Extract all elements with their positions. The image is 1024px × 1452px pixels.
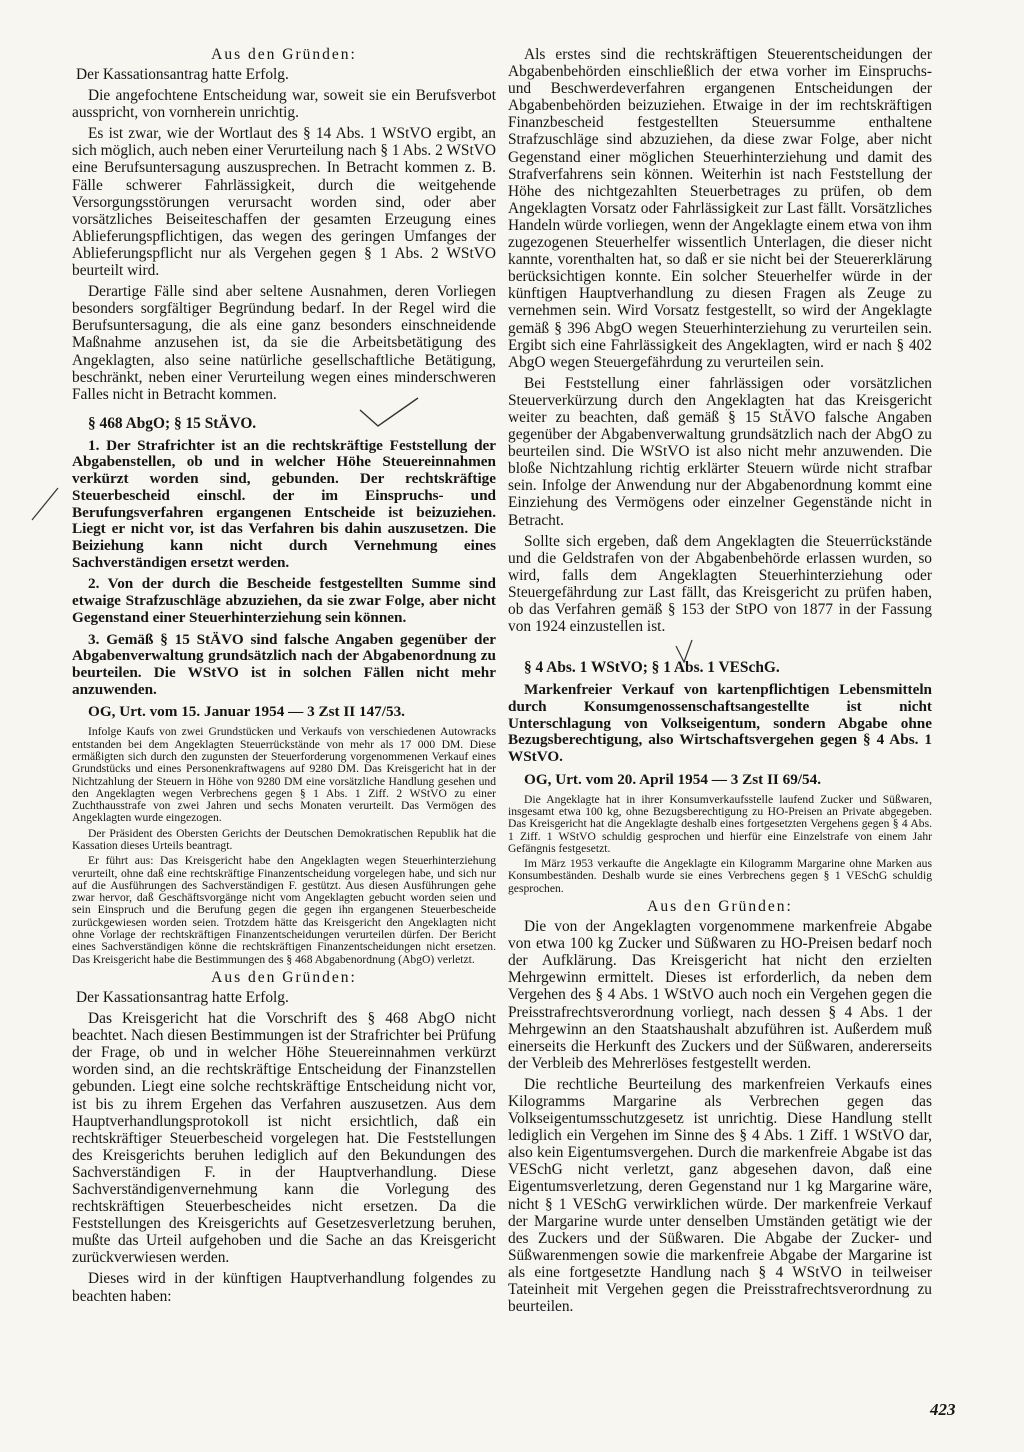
paragraph: Es ist zwar, wie der Wortlaut des § 14 Abs. 1 WStVO ergibt, an sich möglich, auch neben einer Verurteilung nach § 1 Abs. 2 WStVO eine Berufsuntersagung auszusprechen. In Betracht kommen z. B. Fälle schwerer Fahrlässigkeit, durch die weitgehende Versorgungsstörungen verursacht worden sind, oder aber vorsätzliches Beiseiteschaffen der gesamten Erzeugung eines Ablieferungspflichtigen, das wegen des geringen Umfanges der Ablieferungspflicht nur als Vergehen gegen § 1 Abs. 2 WStVO beurteilt wird. <box>72 125 496 280</box>
case-summary: Er führt aus: Das Kreisgericht habe den Angeklagten wegen Steuerhinterziehung verurteilt, ohne daß eine rechtskräftige Finanzentscheidung vorgelegen habe, und sich nur auf die Ausführungen des Sachverständigen F. gestützt. Aus diesen Ausführungen gehe zwar hervor, daß Geschäftsvorgänge nicht vom Angeklagten gebucht worden seien und sein Einspruch und die Berufung gegen die gegen ihn ergangenen Steuerbescheide zurückgewiesen worden seien. Trotzdem hätte das Kreisgericht den Angeklagten nicht ohne Vorlage der rechtskräftigen Finanzentscheidungen verurteilen dürfen. Der Bericht eines Sachverständigen könne die rechtskräftigen Finanzentscheidungen nicht ersetzen. Das Kreisgericht habe die Bestimmungen des § 468 Abgabenordnung (AbgO) verletzt. <box>72 854 496 966</box>
paragraph: Bei Feststellung einer fahrlässigen oder vorsätzlichen Steuerverkürzung durch den Angeklagten hat das Kreisgericht weiter zu beachten, daß gemäß § 15 StÄVO falsche Angaben gegenüber der Abgabenverwaltung grundsätzlich nach der AbgO zu beurteilen sind. Die WStVO ist also nicht mehr anzuwenden. Die bloße Nichtzahlung richtig erklärter Steuern würde nicht strafbar sein. Infolge der Anwendung nur der Abgabenordnung kommt eine Einziehung des Vermögens oder einzelner Gegenstände nicht in Betracht. <box>508 374 932 529</box>
court-citation: OG, Urt. vom 20. April 1954 — 3 Zst II 69/54. <box>524 770 822 788</box>
case-summary: Der Präsident des Obersten Gerichts der Deutschen Demokratischen Republik hat die Kassation dieses Urteils beantragt. <box>72 826 496 852</box>
section-heading: Aus den Gründen: <box>211 46 357 63</box>
right-column <box>508 46 932 1319</box>
headnote: 2. Von der durch die Bescheide festgestellten Summe sind etwaige Strafzuschläge abzuziehen, da sie zwar Folge, aber nicht Gegenstand einer Steuerhinterziehung sein können. <box>72 575 496 626</box>
paragraph: Die von der Angeklagten vorgenommene markenfreie Abgabe von etwa 100 kg Zucker und Süßwaren zu HO-Preisen bedarf noch der Aufklärung. Das Kreisgericht hat nicht den erzielten Mehrgewinn ermittelt. Dieses ist erforderlich, da neben dem Vergehen des § 4 Abs. 1 WStVO auch noch ein Vergehen gegen die Preisstrafrechtsverordnung vorliegt, nach dessen § 4 Abs. 1 der Mehrgewinn an den Staatshaushalt abzuführen ist. Außerdem muß einerseits die Herkunft des Zuckers und der Süßwaren, andererseits der Verbleib des Mehrerlöses festgestellt werden. <box>508 918 932 1072</box>
page-number: 423 <box>930 1400 956 1419</box>
section-heading: Aus den Gründen: <box>211 968 357 986</box>
headnote: Markenfreier Verkauf von kartenpflichtigen Lebensmitteln durch Konsumgenossenschaftsangestellte ist nicht Unterschlagung von Volkseigentum, sondern Abgabe ohne Bezugsberechtigung, also Wirtschaftsvergehen gegen § 4 Abs. 1 WStVO. <box>508 681 932 765</box>
paragraph: Das Kreisgericht hat die Vorschrift des § 468 AbgO nicht beachtet. Nach diesen Bestimmungen ist der Strafrichter bei Prüfung der Frage, ob und in welcher Höhe Steuereinnahmen verkürzt worden sind, an die rechtskräftige Entscheidung der Finanzstellen gebunden. Liegt eine solche rechtskräftige Entscheidung nicht vor, ist bis zu ihrem Ergehen das Verfahren auszusetzen. Aus dem Hauptverhandlungsprotokoll ist nicht ersichtlich, daß ein rechtskräftiger Steuerbescheid vorgelegen hat. Die Feststellungen des Kreisgerichts beruhen lediglich auf den Bekundungen des Sachverständigen F. in der Hauptverhandlung. Diese Sachverständigenvernehmung kann die Vorlegung des rechtskräftigen Steuerbescheides nicht ersetzen. Da die Feststellungen des Kreisgerichts auf Gesetzesverletzung beruhen, mußte das Urteil aufgehoben und die Sache an das Kreisgericht zurückverwiesen werden. <box>72 1010 496 1267</box>
court-citation: OG, Urt. vom 15. Januar 1954 — 3 Zst II 147/53. <box>88 703 405 721</box>
headnote: 1. Der Strafrichter ist an die rechtskräftige Feststellung der Abgabenstellen, ob und in welcher Höhe Steuereinnahmen verkürzt worden sind, gebunden. Der rechtskräftige Steuerbescheid einschl. der im Einspruchs- und Berufungsverfahren ergangenen Entscheide ist beizuziehen. Liegt er nicht vor, ist das Verfahren bis dahin auszusetzen. Die Beiziehung kann nicht durch Vernehmung eines Sachverständigen ersetzt werden. <box>72 436 496 571</box>
pen-stroke-mark <box>32 488 58 520</box>
left-column <box>72 46 496 1309</box>
paragraph: Die rechtliche Beurteilung des markenfreien Verkaufs eines Kilogramms Margarine als Verbrechen gegen das Volkseigentumsschutzgesetz ist unrichtig. Diese Handlung stellt lediglich ein Vergehen im Sinne des § 4 Abs. 1 Ziff. 1 WStVO dar, also kein Eigentumsvergehen. Durch die markenfreie Abgabe ist das VESchG nicht verletzt, ganz abgesehen davon, daß eine Eigentumsverletzung, deren Gegenstand nur 1 kg Margarine wäre, nicht § 1 VESchG verwirklichen würde. Der markenfreie Verkauf der Margarine wurde unter denselben Umständen getätigt wie der des Zuckers und der Süßwaren. Die Abgabe der Zucker- und Süßwarenmengen sowie die markenfreie Abgabe der Margarine ist als eine fortgesetzte Handlung nach § 4 WStVO in teilweiser Tateinheit mit Vergehen gegen die Preisstrafrechtsverordnung zu beurteilen. <box>508 1075 932 1316</box>
case-summary: Infolge Kaufs von zwei Grundstücken und Verkaufs von verschiedenen Autowracks entstanden bei dem Angeklagten Steuerrückstände von mehr als 17 000 DM. Diese ermäßigten sich durch den zugunsten der Steuerforderung vorgenommenen Verkauf eines Grundstücks und eines Personenkraftwagens auf 9280 DM. Das Kreisgericht hat in der Nichtzahlung der Steuern in Höhe von 9280 DM eine vorsätzliche Handlung gesehen und den Angeklagten wegen Verbrechens gegen § 1 Abs. 1 Ziff. 2 WStVO zu einer Zuchthausstrafe von zwei Jahren und sechs Monaten verurteilt. Das Vermögen des Angeklagten wurde eingezogen. <box>72 725 496 825</box>
legal-reference: § 4 Abs. 1 WStVO; § 1 Abs. 1 VESchG. <box>524 659 780 677</box>
paragraph: Dieses wird in der künftigen Hauptverhandlung folgendes zu beachten haben: <box>72 1270 496 1305</box>
case-summary: Im März 1953 verkaufte die Angeklagte ein Kilogramm Margarine ohne Marken aus Konsumbeständen. Deshalb wurde sie eines Verbrechens gegen § 1 VESchG schuldig gesprochen. <box>508 857 932 895</box>
paragraph: Als erstes sind die rechtskräftigen Steuerentscheidungen der Abgabenbehörden einschließlich der etwa vorher im Einspruchs- und Beschwerdeverfahren ergangenen Entscheidungen der Abgabenbehörden beizuziehen. Etwaige in der im rechtskräftigen Finanzbescheid festgestellten Steuersumme enthaltene Strafzuschläge sind abzuziehen, da diese zwar Folge, aber nicht Gegenstand einer möglichen Steuerhinterziehung und damit des Strafverfahrens sein können. Weiterhin ist nach Feststellung der Höhe des nichtgezahlten Steuerbetrages zu prüfen, ob dem Angeklagten Vorsatz oder Fahrlässigkeit zur Last fällt. Vorsätzliches Handeln würde vorliegen, wenn der Angeklagte einem etwa von ihm zugezogenen Steuerhelfer wissentlich Unterlagen, die dieser nicht kannte, vorenthalten hat, so daß er sie nicht bei der Steuererklärung berücksichtigen konnte. Ein solcher Steuerhelfer würde in der künftigen Hauptverhandlung zu diesen Fragen als Zeuge zu vernehmen sein. Wird Vorsatz festgestellt, so wird der Angeklagte gemäß § 396 AbgO wegen Steuerhinterziehung zu verurteilen sein. Ergibt sich eine Fahrlässigkeit des Angeklagten, wird er nach § 402 AbgO wegen Steuergefährdung zu verurteilen sein. <box>508 46 932 371</box>
legal-reference: § 468 AbgO; § 15 StÄVO. <box>88 414 257 432</box>
case-summary: Die Angeklagte hat in ihrer Konsumverkaufsstelle laufend Zucker und Süßwaren, insgesamt etwa 100 kg, ohne Bezugsberechtigung zu HO-Preisen an Private abgegeben. Das Kreisgericht hat die Angeklagte deshalb eines fortgesetzten Vergehens gegen § 4 Abs. 1 Ziff. 1 WStVO schuldig gesprochen und hierfür eine Einzelstrafe von einem Jahr Gefängnis festgesetzt. <box>508 792 932 855</box>
section-heading: Aus den Gründen: <box>647 898 793 916</box>
paragraph: Sollte sich ergeben, daß dem Angeklagten die Steuerrückstände und die Geldstrafen von der Abgabenbehörde erlassen wurden, so wird, falls dem Angeklagten Steuerhinterziehung oder Steuergefährdung zur Last fällt, das Kreisgericht zu prüfen haben, ob das Verfahren gemäß § 153 der StPO von 1877 in der Fassung von 1924 einzustellen ist. <box>508 532 932 636</box>
paragraph: Der Kassationsantrag hatte Erfolg. <box>76 66 289 83</box>
headnote: 3. Gemäß § 15 StÄVO sind falsche Angaben gegenüber der Abgabenverwaltung grundsätzlich nach der Abgabenordnung zu beurteilen. Die WStVO ist in solchen Fällen nicht mehr anzuwenden. <box>72 630 496 698</box>
paragraph: Die angefochtene Entscheidung war, soweit sie ein Berufsverbot ausspricht, von vornherein unrichtig. <box>72 87 496 122</box>
paragraph: Der Kassationsantrag hatte Erfolg. <box>76 988 289 1006</box>
paragraph: Derartige Fälle sind aber seltene Ausnahmen, deren Vorliegen besonders sorgfältiger Begründung bedarf. In der Regel wird die Berufsuntersagung, die als eine ganz besonders einschneidende Maßnahme anzusehen ist, da sie die Arbeitsbetätigung des Angeklagten, also seine natürliche gesellschaftliche Betätigung, beschränkt, neben einer Verurteilung wegen eines minderschweren Falles nicht in Betracht kommen. <box>72 283 496 403</box>
